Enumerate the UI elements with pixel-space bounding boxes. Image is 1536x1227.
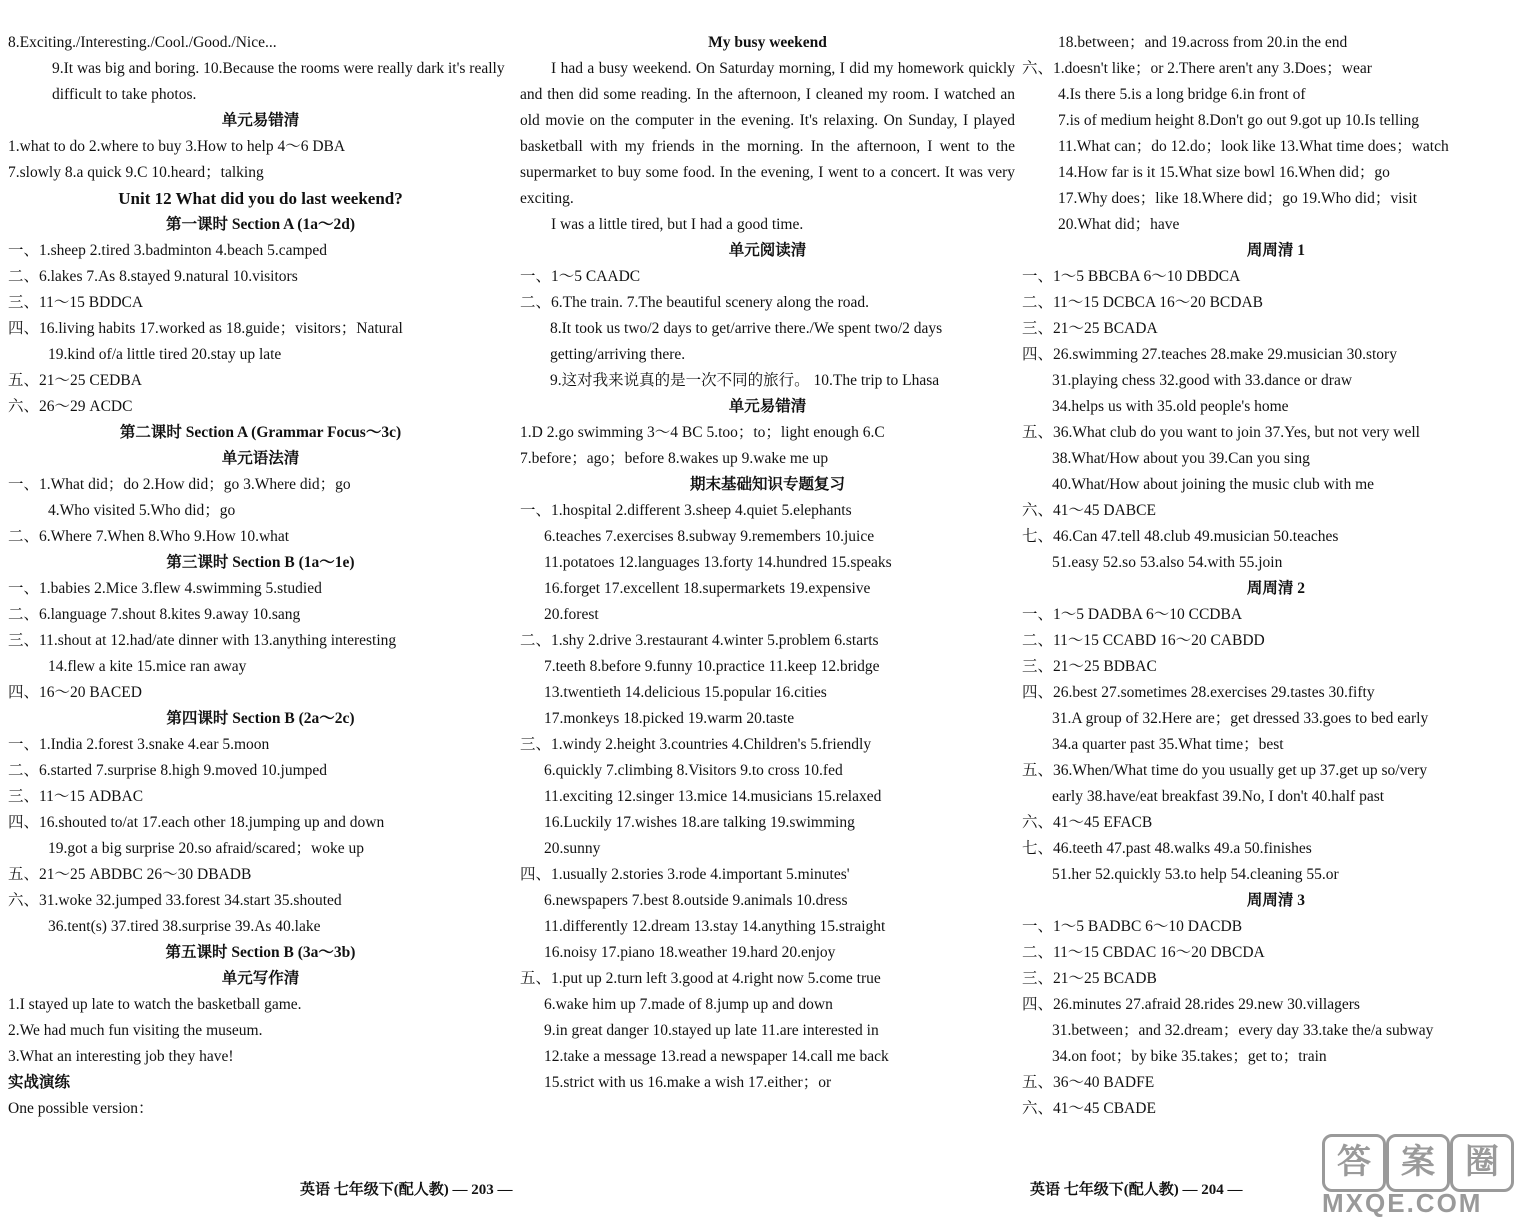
answer-line: 三、21～25 BCADB [1022,970,1157,987]
watermark-url: MXQE.COM [1322,1188,1483,1218]
answer-line: 三、21～25 BCADA [1022,320,1158,337]
answer-line: 四、16.shouted to/at 17.each other 18.jumping up and down [8,814,385,831]
answer-line: 五、36～40 BADFE [1022,1074,1155,1091]
section-heading: 周周清 3 [1246,892,1306,909]
answer-line: 20.What did；have [1058,216,1180,233]
answer-line: 五、21～25 CEDBA [8,372,142,389]
watermark-char: 圈 [1450,1134,1514,1192]
watermark-char: 案 [1386,1134,1450,1192]
answer-line: 六、31.woke 32.jumped 33.forest 34.start 35.shouted [8,892,342,909]
answer-line: 18.between；and 19.across from 20.in the end [1058,34,1348,51]
answer-line: 9.in great danger 10.stayed up late 11.are interested in [544,1022,879,1039]
answer-line: 7.teeth 8.before 9.funny 10.practice 11.keep 12.bridge [544,658,880,675]
answer-line: 31.A group of 32.Here are；get dressed 33.goes to bed early [1052,710,1429,727]
answer-line: 三、21～25 BDBAC [1022,658,1157,675]
answer-line: 6.newspapers 7.best 8.outside 9.animals 10.dress [544,892,848,909]
answer-line: 三、11.shout at 12.had/ate dinner with 13.anything interesting [8,632,397,649]
section-heading: 期末基础知识专题复习 [689,476,845,493]
answer-line: 一、1～5 CAADC [520,268,641,285]
answer-line: 一、1.India 2.forest 3.snake 4.ear 5.moon [8,736,270,753]
answer-line: 16.noisy 17.piano 18.weather 19.hard 20.enjoy [544,944,836,961]
answer-line: 六、41～45 CBADE [1022,1100,1156,1117]
section-heading: 单元语法清 [221,450,300,467]
answer-line: 16.forget 17.excellent 18.supermarkets 19.expensive [544,580,871,597]
answer-line: 七、46.Can 47.tell 48.club 49.musician 50.teaches [1022,528,1339,545]
answer-line: 二、6.The train. 7.The beautiful scenery along the road. [520,294,870,311]
answer-line: 13.twentieth 14.delicious 15.popular 16.cities [544,684,827,701]
answer-line: 12.take a message 13.read a newspaper 14.call me back [544,1048,889,1065]
answer-line: 31.playing chess 32.good with 33.dance or draw [1052,372,1353,389]
answer-line: 五、36.When/What time do you usually get up 37.get up so/very [1022,762,1428,779]
section-heading: 周周清 2 [1246,580,1306,597]
answer-line: 20.forest [544,606,599,623]
answer-line: 11.differently 12.dream 13.stay 14.anything 15.straight [544,918,886,935]
answer-line: 六、41～45 DABCE [1022,502,1156,519]
answer-line: 四、1.usually 2.stories 3.rode 4.important 5.minutes' [520,866,850,883]
answer-line: 17.Why does；like 18.Where did；go 19.Who did；visit [1058,190,1418,207]
section-heading: 单元易错清 [728,398,807,415]
answer-line: 二、11～15 CCABD 16～20 CABDD [1022,632,1265,649]
answer-line: 8.It took us two/2 days to get/arrive there./We spent two/2 days getting/arriving there. [550,320,943,363]
answer-line: early 38.have/eat breakfast 39.No, I don't 40.half past [1052,788,1385,805]
section-heading: 单元阅读清 [728,242,807,259]
answer-line: 11.What can；do 12.do；look like 13.What time does；watch [1058,138,1449,155]
answer-line: 三、11～15 ADBAC [8,788,144,805]
answer-line: 四、26.swimming 27.teaches 28.make 29.musician 30.story [1022,346,1397,363]
answer-line: 六、1.doesn't like；or 2.There aren't any 3.Does；wear [1022,60,1372,77]
right-column [1022,30,1530,1122]
lesson-heading: 第三课时 Section B (1a～1e) [166,554,355,571]
answer-line: 6.wake him up 7.made of 8.jump up and down [544,996,833,1013]
section-heading: 单元易错清 [221,112,300,129]
answer-line: 9.It was big and boring. 10.Because the rooms were really dark it's really difficult to take photos. [52,60,505,103]
answer-line: 四、16.living habits 17.worked as 18.guide；visitors；Natural [8,320,403,337]
answer-line: 一、1～5 BADBC 6～10 DACDB [1022,918,1243,935]
lesson-heading: 第四课时 Section B (2a～2c) [166,710,355,727]
answer-line: 51.her 52.quickly 53.to help 54.cleaning 55.or [1052,866,1339,883]
answer-line: 1.D 2.go swimming 3～4 BC 5.too；to；light enough 6.C [520,424,885,441]
answer-line: 36.tent(s) 37.tired 38.surprise 39.As 40.lake [48,918,321,935]
answer-line: 二、6.Where 7.When 8.Who 9.How 10.what [8,528,290,545]
answer-line: 6.teaches 7.exercises 8.subway 9.remembers 10.juice [544,528,875,545]
answer-line: 20.sunny [544,840,601,857]
watermark-logo [1268,1128,1528,1220]
answer-line: 8.Exciting./Interesting./Cool./Good./Nice... [8,34,277,51]
answer-line: 四、26.minutes 27.afraid 28.rides 29.new 30.villagers [1022,996,1360,1013]
answer-line: 二、6.language 7.shout 8.kites 9.away 10.sang [8,606,301,623]
essay-paragraph: I was a little tired, but I had a good time. [551,216,804,233]
answer-line: 17.monkeys 18.picked 19.warm 20.taste [544,710,795,727]
unit-title: Unit 12 What did you do last weekend? [118,189,403,208]
answer-line: 11.potatoes 12.languages 13.forty 14.hundred 15.speaks [544,554,892,571]
answer-line: 7.slowly 8.a quick 9.C 10.heard；talking [8,164,264,181]
section-heading: 实战演练 [8,1074,71,1091]
answer-line: 五、1.put up 2.turn left 3.good at 4.right now 5.come true [520,970,881,987]
answer-line: 2.We had much fun visiting the museum. [8,1022,263,1039]
middle-column [520,30,1015,1096]
watermark-char: 答 [1322,1134,1386,1192]
page-footer-right: 英语 七年级下(配人教) — 204 — [1030,1182,1243,1198]
answer-line: 一、1～5 BBCBA 6～10 DBDCA [1022,268,1241,285]
answer-line: 38.What/How about you 39.Can you sing [1052,450,1310,467]
section-heading: 单元写作清 [221,970,300,987]
answer-line: 1.I stayed up late to watch the basketball game. [8,996,302,1013]
left-column [8,30,513,1122]
answer-line: 二、6.lakes 7.As 8.stayed 9.natural 10.visitors [8,268,298,285]
answer-line: 19.got a big surprise 20.so afraid/scared；woke up [48,840,364,857]
lesson-heading: 第五课时 Section B (3a～3b) [165,944,356,961]
answer-line: 二、11～15 DCBCA 16～20 BCDAB [1022,294,1263,311]
answer-line: 7.before；ago；before 8.wakes up 9.wake me up [520,450,829,467]
answer-line: 51.easy 52.so 53.also 54.with 55.join [1052,554,1283,571]
answer-line: 14.How far is it 15.What size bowl 16.When did；go [1058,164,1390,181]
answer-line: 一、1.hospital 2.different 3.sheep 4.quiet 5.elephants [520,502,852,519]
lesson-heading: 第二课时 Section A (Grammar Focus～3c) [119,424,402,441]
answer-line: 9.这对我来说真的是一次不同的旅行。 10.The trip to Lhasa [550,372,940,389]
answer-line: 一、1.babies 2.Mice 3.flew 4.swimming 5.studied [8,580,322,597]
section-heading: 周周清 1 [1246,242,1306,259]
answer-line: 14.flew a kite 15.mice ran away [48,658,247,675]
answer-line: 34.a quarter past 35.What time；best [1052,736,1284,753]
answer-line: One possible version： [8,1100,154,1117]
essay-paragraph: I had a busy weekend. On Saturday morning, I did my homework quickly and then did some reading. In the afternoon, I cleaned my room. I watched an old movie on the computer in the evening. It's relaxing. On Sunday, I played basketball with my friends in the morning. In the afternoon, I went to the supermarket to buy some food. In the evening, I went to a concert. It was very exciting. [520,60,1015,207]
answer-line: 七、46.teeth 47.past 48.walks 49.a 50.finishes [1022,840,1312,857]
answer-line: 二、11～15 CBDAC 16～20 DBCDA [1022,944,1265,961]
answer-line: 31.between；and 32.dream；every day 33.take the/a subway [1052,1022,1434,1039]
answer-line: 二、6.started 7.surprise 8.high 9.moved 10.jumped [8,762,327,779]
answer-line: 15.strict with us 16.make a wish 17.either；or [544,1074,832,1091]
essay-title: My busy weekend [708,34,827,51]
answer-line: 3.What an interesting job they have! [8,1048,234,1065]
answer-line: 一、1～5 DADBA 6～10 CCDBA [1022,606,1243,623]
answer-line: 34.helps us with 35.old people's home [1052,398,1289,415]
answer-line: 四、16～20 BACED [8,684,142,701]
answer-line: 16.Luckily 17.wishes 18.are talking 19.swimming [544,814,855,831]
answer-line: 1.what to do 2.where to buy 3.How to help 4～6 DBA [8,138,346,155]
answer-line: 六、26～29 ACDC [8,398,133,415]
answer-line: 五、21～25 ABDBC 26～30 DBADB [8,866,252,883]
answer-line: 一、1.sheep 2.tired 3.badminton 4.beach 5.camped [8,242,327,259]
answer-line: 六、41～45 EFACB [1022,814,1153,831]
answer-line: 7.is of medium height 8.Don't go out 9.got up 10.Is telling [1058,112,1419,129]
answer-line: 34.on foot；by bike 35.takes；get to；train [1052,1048,1327,1065]
answer-line: 三、11～15 BDDCA [8,294,144,311]
lesson-heading: 第一课时 Section A (1a～2d) [165,216,356,233]
answer-line: 4.Is there 5.is a long bridge 6.in front of [1058,86,1306,103]
answer-line: 19.kind of/a little tired 20.stay up late [48,346,282,363]
answer-line: 一、1.What did；do 2.How did；go 3.Where did；go [8,476,351,493]
answer-line: 四、26.best 27.sometimes 28.exercises 29.tastes 30.fifty [1022,684,1375,701]
answer-line: 4.Who visited 5.Who did；go [48,502,236,519]
answer-line: 三、1.windy 2.height 3.countries 4.Children's 5.friendly [520,736,872,753]
answer-line: 11.exciting 12.singer 13.mice 14.musicians 15.relaxed [544,788,882,805]
sample-essay [520,30,1015,238]
page-footer-left: 英语 七年级下(配人教) — 203 — [300,1182,513,1198]
answer-line: 40.What/How about joining the music club with me [1052,476,1375,493]
answer-line: 五、36.What club do you want to join 37.Yes, but not very well [1022,424,1420,441]
answer-line: 6.quickly 7.climbing 8.Visitors 9.to cross 10.fed [544,762,843,779]
answer-line: 二、1.shy 2.drive 3.restaurant 4.winter 5.problem 6.starts [520,632,879,649]
